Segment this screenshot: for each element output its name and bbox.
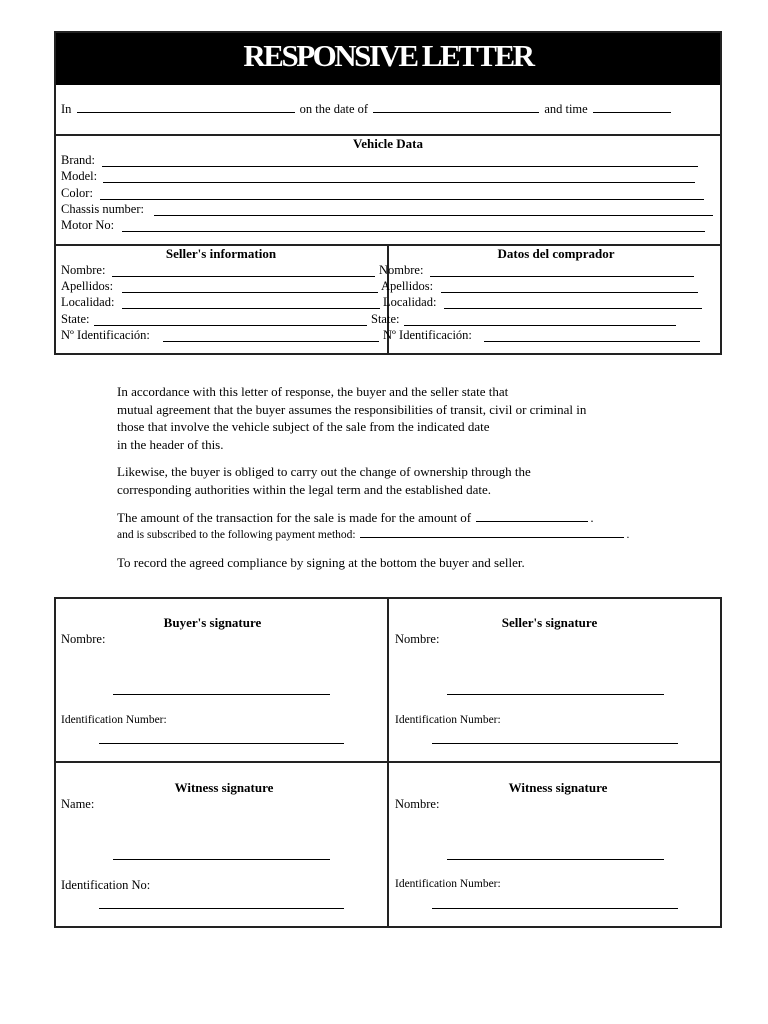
seller-signature-id-label: Identification Number: [395,714,501,726]
buyer-signature-id-label: Identification Number: [61,714,167,726]
witness1-id-field[interactable] [99,908,344,909]
seller-localidad-field[interactable] [122,308,380,309]
buyer-info-heading: Datos del comprador [497,246,615,261]
paragraph-line: mutual agreement that the buyer assumes the responsibilities of transit, civil or criminal in [117,401,587,417]
buyer-state-label: State: [371,312,400,326]
place-field[interactable] [77,102,295,113]
seller-info-heading: Seller's information [165,246,277,261]
date-field[interactable] [373,102,539,113]
date-label: on the date of [299,102,369,116]
amount-line: The amount of the transaction for the sale is made for the amount of . [117,510,594,525]
in-label: In [61,102,72,116]
seller-state-field[interactable] [94,325,367,326]
seller-id-field[interactable] [163,341,379,342]
seller-nombre-field[interactable] [112,276,375,277]
buyer-apellidos-field[interactable] [441,292,698,293]
chassis-field[interactable] [154,215,713,216]
place-date-time-line [61,102,673,117]
seller-localidad-label: Localidad: [61,295,115,309]
paragraph-line: In accordance with this letter of response, the buyer and the seller state that [117,384,509,399]
seller-signature-id-field[interactable] [432,743,678,744]
witness2-signature-heading: Witness signature [508,780,608,795]
seller-nombre-label: Nombre: [61,263,106,277]
brand-label: Brand: [61,153,96,167]
witness2-name-label: Nombre: [395,797,440,811]
buyer-signature-name-label: Nombre: [61,632,106,646]
payment-method-text: and is subscribed to the following payment method: [117,529,356,541]
agreement-paragraph [117,383,586,453]
buyer-state-field[interactable] [404,325,676,326]
buyer-signature-id-field[interactable] [99,743,344,744]
motor-field[interactable] [122,231,705,232]
witness1-signature-line[interactable] [113,859,330,860]
document-title: RESPONSIVE LETTER [54,31,722,85]
seller-state-label: State: [61,312,90,326]
ownership-paragraph [117,463,531,498]
seller-apellidos-label: Apellidos: [61,279,114,293]
payment-method-line: and is subscribed to the following payment method: . [117,529,630,541]
paragraph-line: those that involve the vehicle subject of the sale from the indicated date [117,419,490,434]
buyer-nombre-field[interactable] [430,276,694,277]
seller-signature-line[interactable] [447,694,664,695]
buyer-apellidos-label: Apellidos: [381,279,434,293]
witness1-id-label: Identification No: [61,878,151,892]
seller-id-label: Nº Identificación: [61,328,150,342]
time-label: and time [544,102,588,116]
motor-label: Motor No: [61,218,115,232]
buyer-nombre-label: Nombre: [379,263,424,277]
signing-paragraph: To record the agreed compliance by signing at the bottom the buyer and seller. [117,555,525,570]
paragraph-line: Likewise, the buyer is obliged to carry out the change of ownership through the [117,464,531,479]
seller-apellidos-field[interactable] [122,292,378,293]
seller-signature-heading: Seller's signature [501,615,598,630]
witness2-id-field[interactable] [432,908,678,909]
color-label: Color: [61,186,93,200]
witness1-name-label: Name: [61,797,95,811]
buyer-signature-heading: Buyer's signature [163,615,262,630]
divider [54,761,722,763]
amount-field[interactable] [476,511,588,522]
paragraph-line: in the header of this. [117,436,224,452]
vehicle-data-heading: Vehicle Data [353,136,423,151]
buyer-signature-line[interactable] [113,694,330,695]
buyer-localidad-field[interactable] [444,308,702,309]
witness2-id-label: Identification Number: [395,878,501,890]
seller-signature-name-label: Nombre: [395,632,440,646]
buyer-id-field[interactable] [484,341,700,342]
chassis-label: Chassis number: [61,202,144,216]
model-label: Model: [61,169,98,183]
buyer-id-label: Nº Identificación: [383,328,472,342]
color-field[interactable] [100,199,704,200]
buyer-localidad-label: Localidad: [383,295,437,309]
amount-text: The amount of the transaction for the sale is made for the amount of [117,510,472,525]
witness2-signature-line[interactable] [447,859,664,860]
payment-method-field[interactable] [360,527,624,538]
time-field[interactable] [593,102,671,113]
brand-field[interactable] [102,166,698,167]
paragraph-line: corresponding authorities within the legal term and the established date. [117,481,492,497]
model-field[interactable] [103,182,695,183]
witness1-signature-heading: Witness signature [174,780,274,795]
